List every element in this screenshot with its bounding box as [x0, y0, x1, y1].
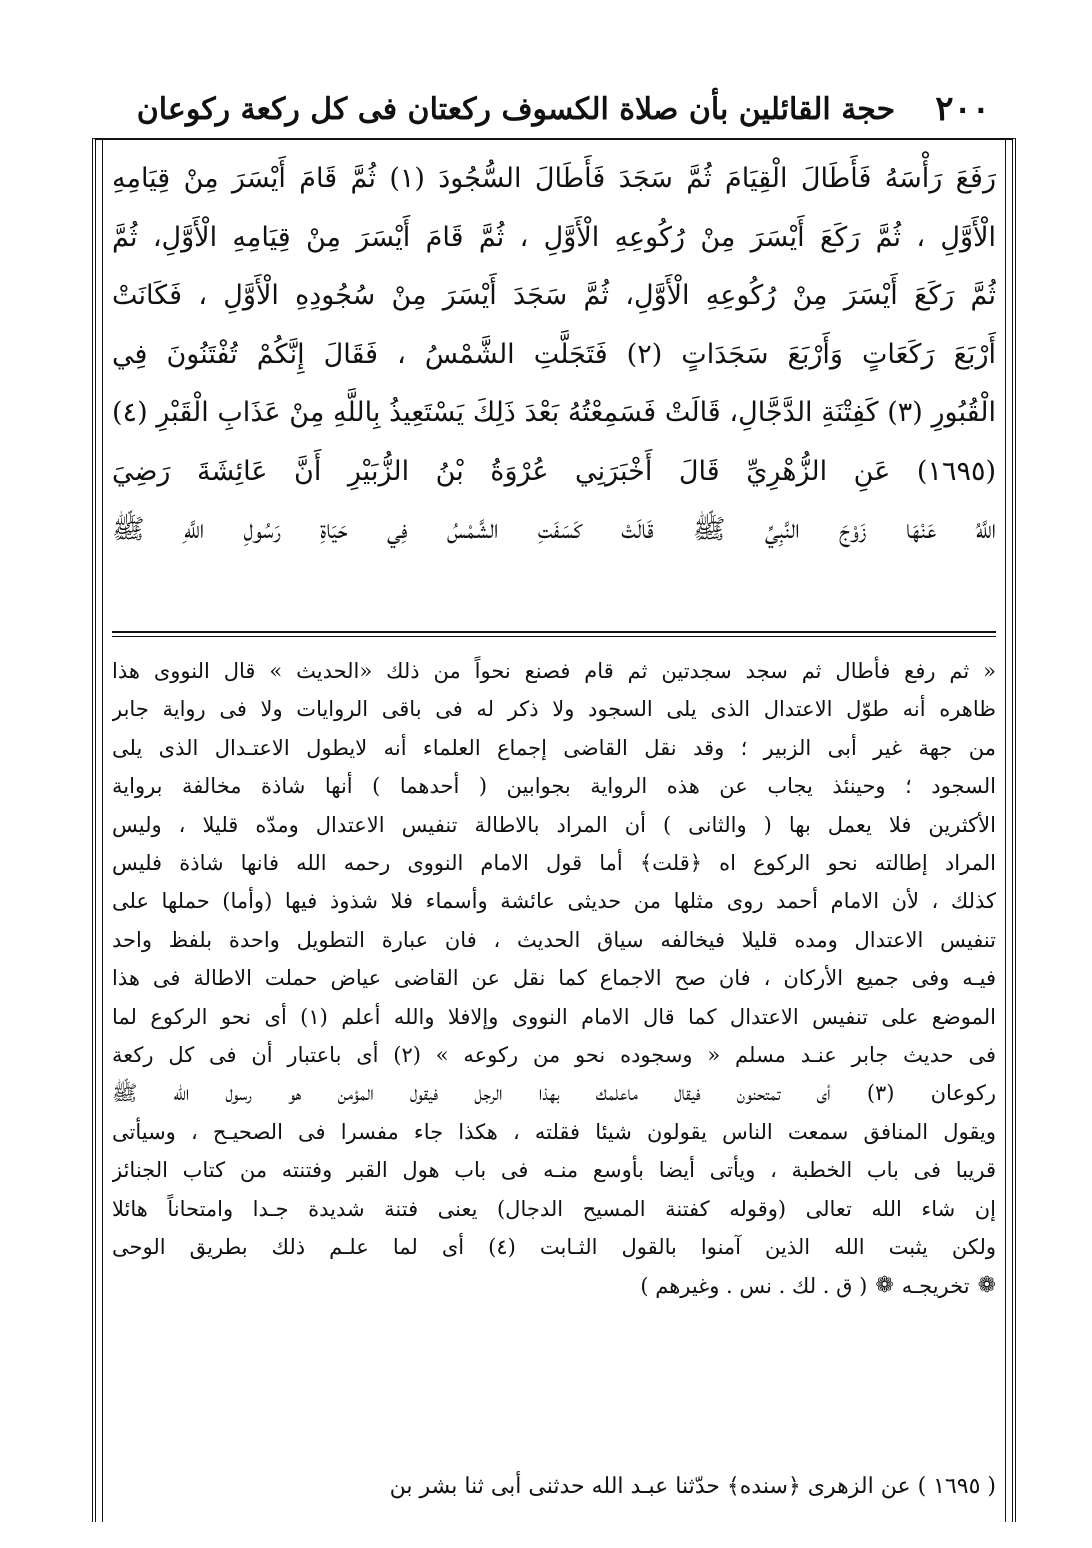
- commentary-line: فيـه وفى جميع الأركان ، فان صح الاجماع كما نقل عن القاضى عياض حملت الاطالة فى هذا: [112, 966, 996, 991]
- hadith-chain-line: ( ١٦٩٥ ) عن الزهرى ﴿سنده﴾ حدّثنا عبـد الله حدثنى أبى ثنا بشر بن: [389, 1474, 996, 1499]
- hadith-line: الْقُبُورِ (٣) كَفِتْنَةِ الدَّجَّالِ، قَالَتْ فَسَمِعْتُهُ بَعْدَ ذَلِكَ يَسْتَعِيذُ بِاللَّهِ مِنْ عَذَابِ الْقَبْرِ (٤): [112, 397, 996, 428]
- commentary-line: ويقول المنافق سمعت الناس يقولون شيئا فقلته ، هكذا جاء مفسرا فى الصحيـح ، وسيأتى: [112, 1119, 996, 1144]
- commentary-line: كذلك ، لأن الامام أحمد روى مثلها من حديثى عائشة وأسماء فلا شذوذ فيها (وأما) حملها على: [112, 889, 996, 914]
- footnote-separator-thin: [112, 636, 996, 637]
- commentary-line: السجود ؛ وحينئذ يجاب عن هذه الرواية بجوابين ( أحدهما ) أنها شاذة مخالفة برواية: [112, 774, 996, 799]
- takhrij-line: [112, 1267, 996, 1305]
- hadith-text: [112, 150, 996, 560]
- commentary-line: المراد إطالته نحو الركوع اه ﴿قلت﴾ أما قول الامام النووى رحمه الله فانها شاذة فليس: [112, 851, 996, 876]
- commentary-line: ولكن يثبت الله الذين آمنوا بالقول الثـابت (٤) أى لما علـم ذلك بطريق الوحى: [112, 1235, 996, 1260]
- commentary: [112, 652, 996, 1305]
- hadith-line: اللَّهُ عَنْهَا زَوْجَ النَّبِيِّ ﷺ قَالَتْ كَسَفَتِ الشَّمْسُ فِي حَيَاةِ رَسُولِ اللَّهِ ﷺ: [112, 514, 996, 545]
- takhrij-label: تخريجـه: [901, 1273, 970, 1298]
- commentary-line: ركوعان (٣) أى تمتحنون فيقال ماعلمك بهذا الرجل فيقول المؤمن هو رسول الله ﷺ: [112, 1081, 996, 1106]
- page-number: ٢٠٠: [935, 89, 990, 129]
- page-header: [110, 84, 990, 134]
- running-title: حجة القائلين بأن صلاة الكسوف ركعتان فى كل ركعة ركوعان: [136, 91, 896, 127]
- commentary-line: « ثم رفع فأطال ثم سجد سجدتين ثم قام فصنع نحواً من ذلك «الحديث » قال النووى هذا: [112, 659, 996, 683]
- hadith-line: ثُمَّ رَكَعَ أَيْسَرَ مِنْ رُكُوعِهِ الْأَوَّلِ، ثُمَّ سَجَدَ أَيْسَرَ مِنْ سُجُودِهِ الْأَوَّلِ ، فَكَانَتْ: [112, 280, 996, 311]
- hadith-line: (١٦٩٥) عَنِ الزُّهْرِيِّ قَالَ أَخْبَرَنِي عُرْوَةُ بْنُ الزُّبَيْرِ أَنَّ عَائِشَةَ رَضِيَ: [112, 455, 996, 487]
- hadith-line: الْأَوَّلِ ، ثُمَّ رَكَعَ أَيْسَرَ مِنْ رُكُوعِهِ الْأَوَّلِ ، ثُمَّ قَامَ أَيْسَرَ مِنْ قِيَامِهِ الْأَوَّلِ، ثُمَّ: [112, 221, 996, 253]
- commentary-line: ظاهره أنه طوّل الاعتدال الذى يلى السجود ولا ذكر له فى باقى الروايات ولا فى رواية جابر: [112, 697, 996, 722]
- commentary-line: قريبا فى باب الخطبة ، ويأتى أيضا بأوسع منـه فى باب هول القبر وفتنته من كتاب الجنائز: [112, 1158, 996, 1183]
- takhrij-text: ( ق . لك . نس . وغيرهم ): [640, 1273, 868, 1298]
- commentary-line: تنفيس الاعتدال ومده قليلا فيخالفه سياق الحديث ، فان عبارة التطويل واحدة بلفظ واحد: [112, 927, 996, 952]
- commentary-line: إن شاء الله تعالى (وقوله كفتنة المسيح الدجال) يعنى فتنة شديدة جـدا وامتحاناً هائلا: [112, 1196, 996, 1221]
- hadith-line: رَفَعَ رَأْسَهُ فَأَطَالَ الْقِيَامَ ثُمَّ سَجَدَ فَأَطَالَ السُّجُودَ (١) ثُمَّ قَامَ أَيْسَرَ مِنْ قِيَامِهِ: [112, 163, 996, 194]
- commentary-line: من جهة غير أبى الزبير ؛ وقد نقل القاضى إجماع العلماء أنه لايطول الاعتـدال الذى يلى: [112, 735, 996, 760]
- commentary-line: الأكثرين فلا يعمل بها ( والثانى ) أن المراد بالاطالة تنفيس الاعتدال ومدّه قليلا ، وليس: [112, 812, 996, 837]
- commentary-line: فى حديث جابر عنـد مسلم « وسجوده نحو من ركوعه » (٢) أى باعتبار أن فى كل ركعة: [112, 1043, 996, 1068]
- ornament-left-icon: ❁: [977, 1272, 996, 1298]
- footnote-separator: [112, 631, 996, 633]
- ornament-right-icon: ❁: [875, 1272, 894, 1298]
- hadith-line: أَرْبَعَ رَكَعَاتٍ وَأَرْبَعَ سَجَدَاتٍ (٢) فَتَجَلَّتِ الشَّمْسُ ، فَقَالَ إِنَّكُمْ تُفْتَنُونَ فِي: [112, 338, 996, 370]
- commentary-line: الموضع على تنفيس الاعتدال كما قال الامام النووى وإلافلا والله أعلم (١) أى نحو الركوع لما: [112, 1004, 996, 1029]
